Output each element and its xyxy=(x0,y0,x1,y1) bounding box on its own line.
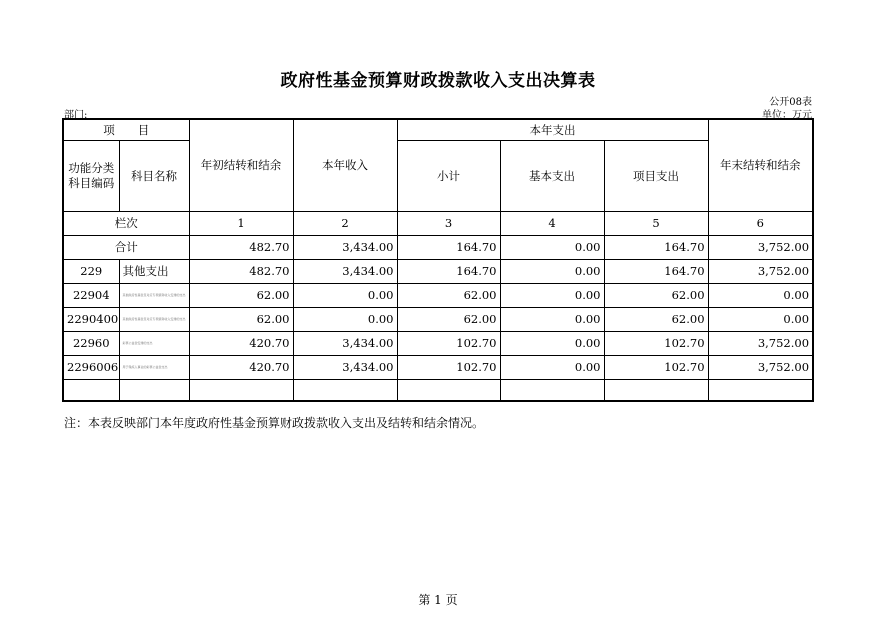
cell-project: 164.70 xyxy=(604,259,708,283)
header-opening-balance: 年初结转和结余 xyxy=(189,119,293,211)
table-row xyxy=(63,307,813,331)
cell-basic: 0.00 xyxy=(500,307,604,331)
cell-basic: 0.00 xyxy=(500,259,604,283)
cell-project: 62.00 xyxy=(604,307,708,331)
unit-label: 单位：万元 xyxy=(762,110,812,121)
cell-project: 102.70 xyxy=(604,355,708,379)
table-row xyxy=(63,355,813,379)
cell-name: 彩票公益金安排的支出 xyxy=(119,331,189,355)
cell-basic: 0.00 xyxy=(500,283,604,307)
cell-opening: 420.70 xyxy=(189,331,293,355)
column-number: 3 xyxy=(397,211,500,235)
cell-code: 22904 xyxy=(63,283,119,307)
table-row xyxy=(63,283,813,307)
header-item: 项 目 xyxy=(63,119,189,140)
cell-closing: 3,752.00 xyxy=(708,355,813,379)
cell-basic: 0.00 xyxy=(500,355,604,379)
cell-income: 3,434.00 xyxy=(293,355,397,379)
cell-project: 164.70 xyxy=(604,235,708,259)
cell-closing: 3,752.00 xyxy=(708,235,813,259)
cell-income: 3,434.00 xyxy=(293,235,397,259)
column-number: 2 xyxy=(293,211,397,235)
table-row xyxy=(63,259,813,283)
cell-income: 3,434.00 xyxy=(293,259,397,283)
cell-opening: 420.70 xyxy=(189,355,293,379)
table-row xyxy=(63,331,813,355)
cell-income: 0.00 xyxy=(293,283,397,307)
header-closing-balance: 年末结转和结余 xyxy=(708,119,813,211)
cell-opening: 482.70 xyxy=(189,235,293,259)
budget-table xyxy=(62,118,814,402)
total-row xyxy=(63,235,813,259)
cell-name: 用于残疾人事业的彩票公益金支出 xyxy=(119,355,189,379)
cell-subtotal: 62.00 xyxy=(397,307,500,331)
department-label: 部门: xyxy=(64,110,88,121)
header-basic: 基本支出 xyxy=(500,140,604,211)
cell-code: 229 xyxy=(63,259,119,283)
form-number: 公开08表 xyxy=(769,97,812,108)
cell-closing: 3,752.00 xyxy=(708,331,813,355)
column-number: 5 xyxy=(604,211,708,235)
cell-subtotal: 164.70 xyxy=(397,235,500,259)
page-number: 第 1 页 xyxy=(418,593,458,607)
column-number: 6 xyxy=(708,211,813,235)
cell-name: 其他支出 xyxy=(119,259,189,283)
column-number: 4 xyxy=(500,211,604,235)
cell-subtotal: 102.70 xyxy=(397,331,500,355)
header-subtotal: 小计 xyxy=(397,140,500,211)
header-subject-name: 科目名称 xyxy=(119,140,189,211)
cell-subtotal: 102.70 xyxy=(397,355,500,379)
table-note: 注：本表反映部门本年度政府性基金预算财政拨款收入支出及结转和结余情况。 xyxy=(64,416,485,430)
cell-project: 62.00 xyxy=(604,283,708,307)
cell-name: 其他政府性基金及对应专项债务收入安排的支出 xyxy=(119,283,189,307)
cell-opening: 62.00 xyxy=(189,307,293,331)
cell-income: 3,434.00 xyxy=(293,331,397,355)
cell-income: 0.00 xyxy=(293,307,397,331)
cell-code: 2296006 xyxy=(63,355,119,379)
page-title: 政府性基金预算财政拨款收入支出决算表 xyxy=(280,71,596,91)
cell-basic: 0.00 xyxy=(500,235,604,259)
empty-row xyxy=(63,379,813,401)
cell-basic: 0.00 xyxy=(500,331,604,355)
cell-name: 其他政府性基金及对应专项债务收入安排的支出 xyxy=(119,307,189,331)
header-income: 本年收入 xyxy=(293,119,397,211)
header-func-code: 功能分类科目编码 xyxy=(63,140,119,211)
column-number: 1 xyxy=(189,211,293,235)
cell-closing: 0.00 xyxy=(708,283,813,307)
cell-opening: 62.00 xyxy=(189,283,293,307)
cell-subtotal: 164.70 xyxy=(397,259,500,283)
header-project: 项目支出 xyxy=(604,140,708,211)
header-expenditure: 本年支出 xyxy=(397,119,708,140)
cell-code: 2290400 xyxy=(63,307,119,331)
cell-subtotal: 62.00 xyxy=(397,283,500,307)
cell-closing: 3,752.00 xyxy=(708,259,813,283)
row-number-label: 栏次 xyxy=(63,211,189,235)
cell-code: 22960 xyxy=(63,331,119,355)
total-label: 合计 xyxy=(63,235,189,259)
cell-closing: 0.00 xyxy=(708,307,813,331)
cell-project: 102.70 xyxy=(604,331,708,355)
cell-opening: 482.70 xyxy=(189,259,293,283)
